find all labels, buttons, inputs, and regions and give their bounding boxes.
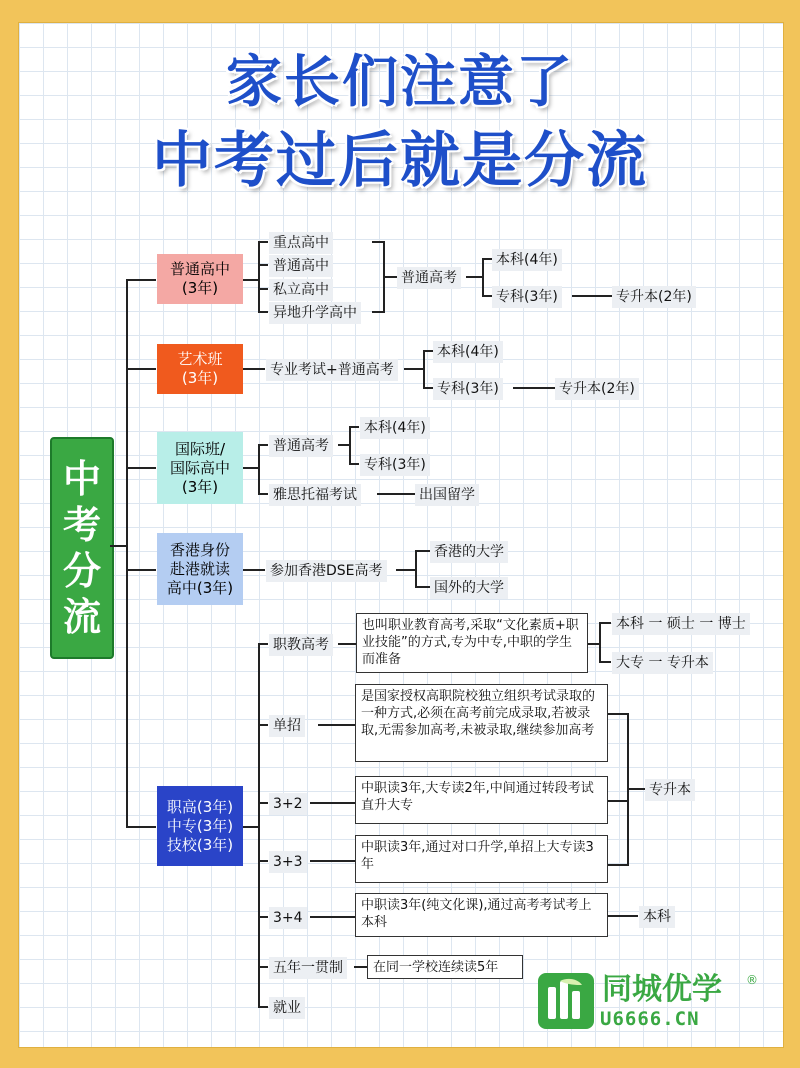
- connector: [126, 569, 156, 571]
- connector: [318, 724, 356, 726]
- destination-label: 国外的大学: [430, 577, 508, 599]
- connector: [243, 279, 259, 281]
- degree-label: 本科: [639, 906, 675, 928]
- path-label: 3+4: [269, 907, 307, 929]
- branch-label: 中专(3年): [166, 816, 234, 835]
- connector: [126, 279, 128, 827]
- logo-icon: [538, 973, 594, 1029]
- degree-label: 本科(4年): [433, 341, 503, 363]
- branch-label: 香港身份: [169, 540, 230, 559]
- path-description: 中职读3年,通过对口升学,单招上大专读3年: [355, 835, 608, 883]
- title-line-1: 家长们注意了: [226, 50, 574, 115]
- connector: [423, 350, 433, 352]
- connector: [482, 295, 492, 297]
- school-type: 异地升学高中: [269, 302, 361, 324]
- school-type: 重点高中: [269, 232, 333, 254]
- connector: [349, 426, 351, 464]
- connector: [258, 1006, 268, 1008]
- connector: [126, 826, 156, 828]
- branch-years: (3年): [181, 279, 219, 297]
- connector: [338, 643, 357, 645]
- connector: [126, 467, 156, 469]
- exam-label: 普通高考: [397, 267, 461, 289]
- connector: [482, 258, 484, 296]
- degree-label: 本科(4年): [492, 249, 562, 271]
- branch-years: 高中(3年): [166, 578, 234, 597]
- connector: [599, 661, 611, 663]
- connector: [243, 826, 259, 828]
- degree-label: 本科(4年): [360, 417, 430, 439]
- exam-label: 参加香港DSE高考: [266, 560, 387, 582]
- branch-regular-high-school: [157, 254, 243, 304]
- branch-label: 艺术班: [177, 350, 223, 368]
- connector: [258, 444, 260, 494]
- connector: [608, 713, 628, 715]
- connector: [258, 802, 268, 804]
- branch-label: 职高(3年): [166, 797, 234, 816]
- path-label: 职教高考: [269, 634, 333, 656]
- connector: [383, 276, 397, 278]
- path-label: 3+3: [269, 851, 307, 873]
- connector: [258, 241, 268, 243]
- brand-logo: [538, 973, 763, 1033]
- connector: [243, 569, 265, 571]
- path-description: 中职读3年(纯文化课),通过高考考试考上本科: [355, 893, 608, 937]
- connector: [513, 387, 555, 389]
- connector: [258, 493, 268, 495]
- degree-label: 专科(3年): [360, 454, 430, 476]
- connector: [466, 276, 483, 278]
- branch-label: 赴港就读: [169, 559, 230, 578]
- connector: [258, 916, 268, 918]
- connector: [377, 493, 415, 495]
- root-node: [50, 437, 114, 659]
- branch-years: (3年): [181, 477, 219, 496]
- connector: [258, 966, 268, 968]
- logo-name: 同城优学: [602, 972, 722, 1007]
- connector: [310, 802, 356, 804]
- connector: [258, 643, 260, 1007]
- connector: [349, 426, 359, 428]
- branch-art-class: [157, 344, 243, 394]
- school-type: 普通高中: [269, 255, 333, 277]
- path-description: 在同一学校连续读5年: [367, 955, 523, 979]
- exam-label: 雅思托福考试: [269, 484, 361, 506]
- root-char: 分: [62, 549, 101, 593]
- connector: [404, 368, 424, 370]
- path-label: 就业: [269, 997, 305, 1019]
- connector: [258, 860, 268, 862]
- connector: [627, 788, 645, 790]
- degree-label: 专科(3年): [492, 286, 562, 308]
- path-label: 单招: [269, 715, 305, 737]
- connector: [126, 368, 156, 370]
- connector: [258, 643, 268, 645]
- connector: [310, 916, 356, 918]
- path-label: 3+2: [269, 793, 307, 815]
- path-label: 五年一贯制: [269, 957, 347, 979]
- connector: [354, 966, 368, 968]
- root-char: 考: [62, 503, 101, 547]
- connector: [243, 368, 265, 370]
- connector: [258, 311, 268, 313]
- connector: [415, 550, 417, 587]
- root-char: 中: [62, 457, 101, 501]
- connector: [572, 295, 612, 297]
- exam-label: 专业考试+普通高考: [266, 359, 398, 381]
- connector: [310, 860, 356, 862]
- degree-label: 专升本: [645, 779, 695, 801]
- connector: [423, 350, 425, 388]
- branch-label: 普通高中: [169, 260, 230, 278]
- registered-mark: ®: [746, 973, 758, 987]
- branch-label: 国际高中: [169, 458, 230, 477]
- degree-label: 专升本(2年): [555, 378, 639, 400]
- connector: [482, 258, 492, 260]
- connector: [258, 241, 260, 312]
- connector: [608, 800, 628, 802]
- degree-label: 专升本(2年): [612, 286, 696, 308]
- branch-label: 技校(3年): [166, 835, 234, 854]
- title-line-2: 中考过后就是分流: [152, 126, 648, 196]
- destination-label: 香港的大学: [430, 541, 508, 563]
- connector: [126, 279, 156, 281]
- connector: [415, 550, 430, 552]
- connector: [423, 387, 433, 389]
- degree-chain: 大专 一 专升本: [612, 652, 713, 674]
- connector: [243, 467, 259, 469]
- connector: [415, 586, 430, 588]
- degree-chain: 本科 一 硕士 一 博士: [612, 613, 750, 635]
- connector: [258, 288, 268, 290]
- branch-vocational: [157, 786, 243, 866]
- exam-label: 普通高考: [269, 435, 333, 457]
- destination-label: 出国留学: [415, 484, 479, 506]
- path-description: 也叫职业教育高考,采取“文化素质+职业技能”的方式,专为中专,中职的学生而准备: [356, 613, 588, 673]
- path-description: 是国家授权高职院校独立组织考试录取的一种方式,必须在高考前完成录取,若被录取,无需参加高考,未被录取,继续参加高考: [355, 684, 608, 762]
- branch-years: (3年): [181, 369, 219, 387]
- connector: [349, 463, 359, 465]
- connector: [258, 264, 268, 266]
- root-char: 流: [62, 595, 101, 639]
- logo-url: U6666.CN: [600, 1008, 700, 1030]
- connector: [258, 444, 268, 446]
- branch-hong-kong: [157, 533, 243, 605]
- branch-label: 国际班/: [174, 439, 226, 458]
- connector: [110, 545, 127, 547]
- branch-international: [157, 432, 243, 504]
- school-type: 私立高中: [269, 279, 333, 301]
- connector: [608, 864, 628, 866]
- degree-label: 专科(3年): [433, 378, 503, 400]
- connector: [599, 622, 601, 662]
- connector: [608, 915, 638, 917]
- path-description: 中职读3年,大专读2年,中间通过转段考试直升大专: [355, 776, 608, 824]
- connector: [599, 622, 611, 624]
- connector: [396, 569, 416, 571]
- connector: [258, 724, 268, 726]
